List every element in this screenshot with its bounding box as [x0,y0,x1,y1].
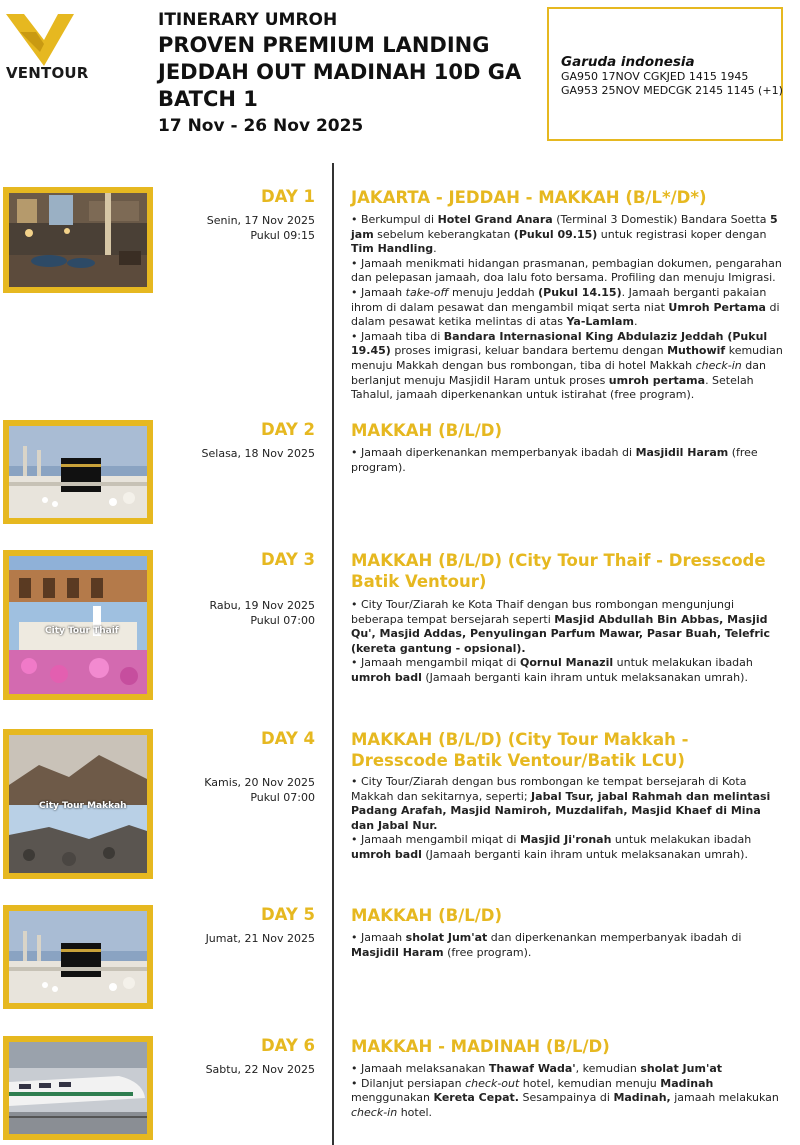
text: • Berkumpul di [351,213,438,226]
text: (Terminal 3 Domestik) Bandara Soetta [552,213,770,226]
day-time-line: Pukul 07:00 [250,614,315,627]
text: • Jamaah [351,931,406,944]
text: check-out [465,1076,520,1090]
text: 5 jam [351,213,778,241]
city-tour-thaif-collage [3,550,153,700]
city-tour-makkah-collage [3,729,153,879]
day-date [209,598,315,628]
text: Masjidil Haram [351,945,444,959]
package-title-line: PROVEN PREMIUM LANDING [158,33,490,57]
text: Thawaf Wada' [488,1062,576,1075]
day-date-line: Jumat, 21 Nov 2025 [205,932,315,945]
text: sebelum keberangkatan [373,227,514,241]
text: kemudian menuju Makkah dengan bus rombongan, tiba di hotel Makkah [351,344,783,372]
day-title: MAKKAH (B/L/D) (City Tour Makkah - Dresscode Batik Ventour/Batik LCU) [351,730,689,770]
text: sholat Jum'at [405,931,488,944]
hotel-lobby-photo [3,187,153,293]
text: take-off [405,285,449,299]
text: • Jamaah mengambil miqat di [351,833,520,847]
day-title: MAKKAH (B/L/D) [351,421,503,440]
day-title: JAKARTA - JEDDAH - MAKKAH (B/L*/D*) [351,188,707,207]
day-description [351,775,787,863]
text: jamaah melakukan [670,1091,779,1105]
text: • Jamaah diperkenankan memperbanyak ibadah di [351,446,636,459]
text: dan diperkenankan memperbanyak ibadah di [487,931,742,944]
text: Masjidil Haram [635,446,729,459]
text: menuju Jeddah [448,285,539,299]
text: Sesampainya di [518,1091,614,1105]
ventour-logo [6,14,89,86]
text: dan berlanjut menuju Masjidil Haram untuk proses [351,358,766,387]
package-title-line: JEDDAH OUT MADINAH 10D GA [158,60,522,84]
itinerary-subtitle: ITINERARY UMROH [158,10,338,30]
day-label: DAY 5 [260,905,315,924]
text: Madinah, [613,1091,671,1105]
day-description [351,213,787,403]
text: check-in [351,1105,398,1119]
flight-line: GA950 17NOV CGKJED 1415 1945 [561,70,749,83]
text: umroh pertama [608,373,706,387]
text: • City Tour/Ziarah ke Kota Thaif dengan bus rombongan mengunjungi beberapa tempat bersejarah seperti [351,598,735,626]
text: • Jamaah menikmati hidangan prasmanan, pembagian dokumen, pengarahan dan pelepasan jamaah, doa lalu foto bersama. Profiling dan menuju Imigrasi. [351,256,782,285]
text: untuk melakukan ibadah [611,833,752,847]
trip-date-range: 17 Nov - 26 Nov 2025 [158,116,364,136]
kaaba-photo [3,905,153,1009]
day-date [202,446,315,461]
high-speed-train-photo [3,1036,153,1140]
day-date-line: Rabu, 19 Nov 2025 [209,599,315,612]
day-title: MAKKAH (B/L/D) (City Tour Thaif - Dresscode Batik Ventour) [351,551,766,591]
text: Jabal Tsur, jabal Rahmah dan melintasi Padang Arafah, Masjid Namiroh, Muzdalifah, Masjid Khaef di Mina dan Jabal Nur. [351,789,771,832]
day-date [206,931,315,946]
text: . [633,315,638,329]
text: hotel, kemudian menuju [519,1076,661,1090]
text: Ya-Lamlam [566,315,634,329]
text: check-in [695,358,742,372]
image-caption: City Tour Makkah [39,801,127,811]
text: di dalam pesawat ketika melintas di atas [351,300,780,329]
ventour-v-logo-icon [6,14,74,66]
text: (Pukul 09.15) [513,227,598,241]
day-label: DAY 2 [260,420,315,439]
image-caption: City Tour Thaif [45,626,119,636]
text: . [433,242,437,256]
day-description [351,598,787,686]
text: Qornul Manazil [519,656,614,670]
text: • Jamaah tiba di [351,329,444,343]
text: Madinah [660,1076,714,1090]
day-date-line: Kamis, 20 Nov 2025 [204,776,315,789]
day-time-line: Pukul 09:15 [250,229,315,242]
text: Muthowif [667,344,726,358]
day-date [206,1062,315,1077]
text: • Dilanjut persiapan [351,1076,466,1090]
text: Kereta Cepat. [433,1091,519,1105]
text: menggunakan [351,1091,434,1105]
text: • Jamaah [351,285,406,299]
text: • Jamaah melaksanakan [351,1062,489,1075]
text: sholat Jum'at [640,1062,722,1075]
text: (Jamaah berganti kain ihram untuk melaksanakan umrah). [421,670,748,684]
day-label: DAY 3 [260,550,315,569]
day-description [351,931,787,960]
text: (Pukul 14.15) [538,285,622,299]
text: untuk melakukan ibadah [613,656,753,670]
package-title-line: BATCH 1 [158,87,258,111]
text: , kemudian [575,1062,641,1075]
kaaba-photo [3,420,153,524]
day-date-line: Selasa, 18 Nov 2025 [201,447,315,460]
text: proses imigrasi, keluar bandara bertemu dengan [390,344,668,358]
day-label: DAY 6 [260,1036,315,1055]
day-label: DAY 1 [260,187,315,206]
text: Hotel Grand Anara [437,213,553,226]
text: • Jamaah mengambil miqat di [351,656,520,670]
day-date-line: Sabtu, 22 Nov 2025 [205,1063,315,1076]
brand-name: VENTOUR [6,64,89,82]
text: hotel. [397,1105,433,1119]
text: . Jamaah berganti pakaian ihrom di dalam pesawat dan mengambil miqat serta niat [351,285,767,314]
text: Umroh Pertama [668,300,766,314]
text: Masjid Ji'ronah [519,833,612,847]
day-date [204,775,315,805]
day-title: MAKKAH (B/L/D) [351,906,503,925]
text: (free program). [443,945,532,959]
day-label: DAY 4 [260,729,315,748]
text: Masjid Abdullah Bin Abbas, Masjid Qu', Masjid Addas, Penyulingan Parfum Mawar, Pasar Buah, Telefric (kereta gantung - opsional). [351,612,771,655]
text: (Jamaah berganti kain ihram untuk melaksanakan umrah). [421,847,748,861]
text: Tim Handling [351,242,434,256]
flight-line: GA953 25NOV MEDCGK 2145 1145 (+1) [561,84,783,97]
day-date [207,213,315,243]
package-title [158,32,538,113]
text: . Setelah Tahalul, jamaah diperkenankan untuk istirahat (free program). [351,373,754,402]
day-date-line: Senin, 17 Nov 2025 [206,214,315,227]
text: umroh badl [351,847,422,861]
text: umroh badl [351,670,422,684]
day-description [351,1062,787,1120]
airline-name: Garuda indonesia [561,54,695,70]
day-time-line: Pukul 07:00 [250,791,315,804]
day-description [351,446,787,475]
flight-info-box [547,7,783,141]
text: untuk registrasi koper dengan [597,227,767,241]
text: Bandara Internasional King Abdulaziz Jeddah (Pukul 19.45) [351,329,768,358]
day-title: MAKKAH - MADINAH (B/L/D) [351,1037,610,1056]
text: (free program). [351,446,758,474]
text: • City Tour/Ziarah dengan bus rombongan ke tempat bersejarah di Kota Makkah dan sekitarnya, seperti; [351,775,747,803]
itinerary-header [158,10,538,137]
timeline-divider [332,163,334,1145]
